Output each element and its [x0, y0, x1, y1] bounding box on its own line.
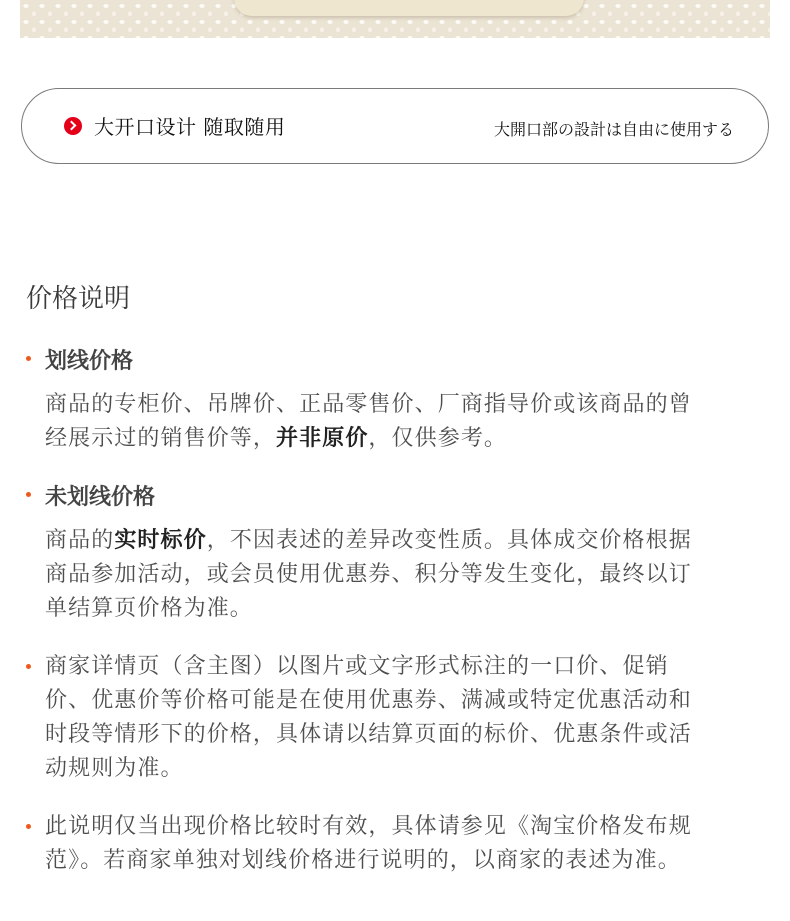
feature-subtitle: 大開口部の設計は自由に使用する [493, 120, 734, 139]
text-line: 时段等情形下的价格，具体请以结算页面的标价、优惠条件或活 [45, 722, 692, 747]
emphasis-text: 实时标价 [114, 528, 207, 553]
text-line: 价、优惠价等价格可能是在使用优惠券、满减或特定优惠活动和 [45, 688, 692, 713]
bullet-icon [26, 356, 31, 361]
bullet-icon [26, 492, 31, 497]
item-heading-current-price: 未划线价格 [45, 485, 156, 510]
item-heading-strikethrough-price: 划线价格 [45, 349, 134, 374]
play-circle-icon [64, 117, 82, 135]
product-photo-strip [20, 0, 770, 38]
text-line: 商品的专柜价、吊牌价、正品零售价、厂商指导价或该商品的曾 [45, 392, 692, 417]
text-line: 范》。若商家单独对划线价格进行说明的，以商家的表述为准。 [45, 848, 681, 873]
feature-pill [21, 88, 769, 164]
fabric-label-patch [234, 0, 584, 16]
text-line: 此说明仅当出现价格比较时有效，具体请参见《淘宝价格发布规 [45, 814, 692, 839]
bullet-icon [26, 664, 31, 669]
text-line: 单结算页价格为准。 [45, 596, 253, 621]
note-detail-page-price [45, 650, 757, 786]
text-line: 商品参加活动，或会员使用优惠券、积分等发生变化，最终以订 [45, 562, 692, 587]
feature-title: 大开口设计 随取随用 [94, 115, 286, 139]
item-body-current-price [45, 524, 757, 626]
note-price-comparison [45, 810, 757, 878]
price-notes-title: 价格说明 [26, 284, 131, 314]
text-line: 商家详情页（含主图）以图片或文字形式标注的一口价、促销 [45, 654, 669, 679]
text-line: 商品的实时标价，不因表述的差异改变性质。具体成交价格根据 [45, 528, 692, 553]
text-line: 动规则为准。 [45, 756, 184, 781]
emphasis-text: 并非原价 [276, 426, 369, 451]
item-body-strikethrough-price [45, 388, 757, 456]
bullet-icon [26, 824, 31, 829]
text-line: 经展示过的销售价等，并非原价，仅供参考。 [45, 426, 508, 451]
